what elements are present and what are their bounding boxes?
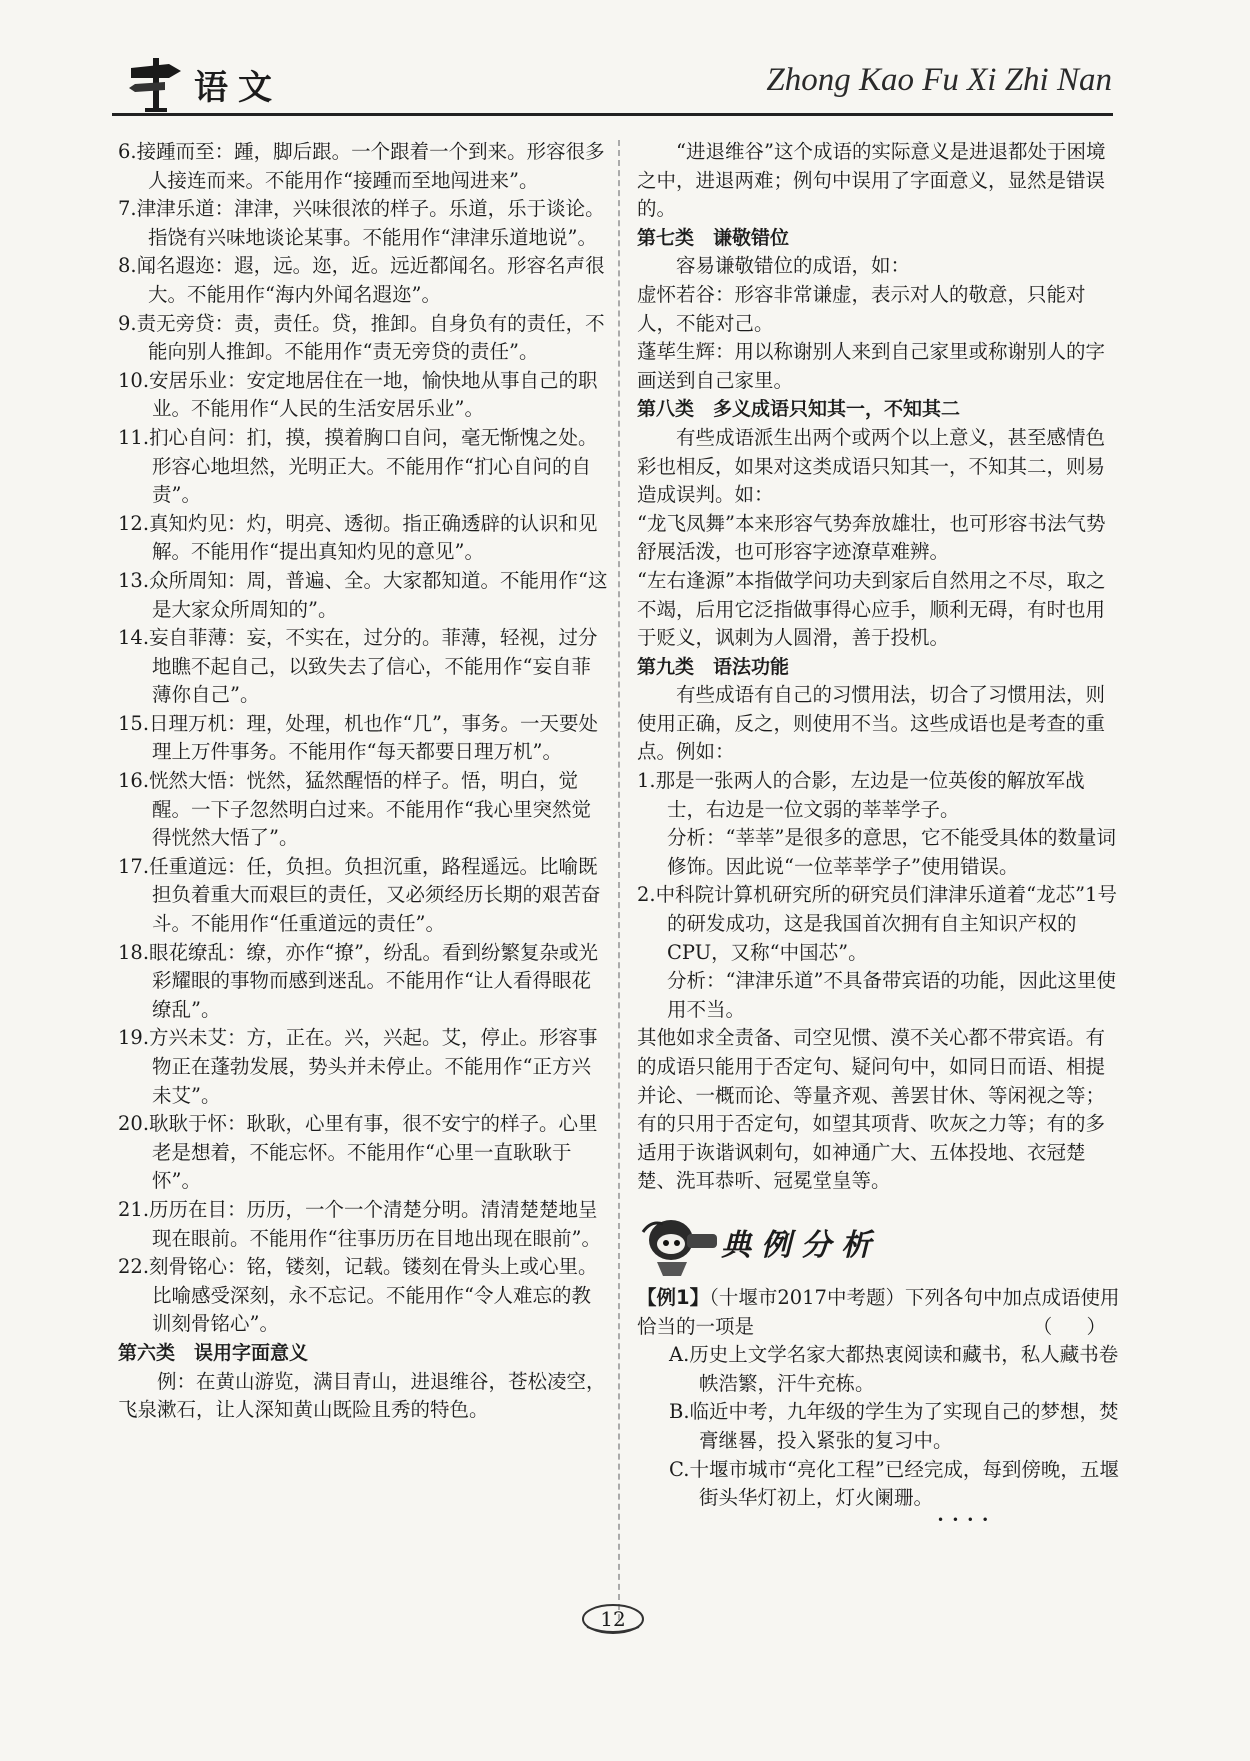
section-7-title: 第七类 谦敬错位 <box>637 226 790 249</box>
signpost-icon <box>127 54 187 112</box>
right-column <box>637 138 1120 1527</box>
section-9-title: 第九类 语法功能 <box>637 655 790 678</box>
banner-title: 典例分析 <box>721 1227 881 1263</box>
idiom-item-13: 13.众所周知：周，普遍、全。大家都知道。不能用作“这是大家众所周知的”。 <box>118 568 608 621</box>
section-9-example-2: 2.中科院计算机研究所的研究员们津津乐道着“龙芯”1号的研发成功，这是我国首次拥有自主知识产权的CPU，又称“中国芯”。 <box>637 883 1117 964</box>
idiom-item-20: 20.耿耿于怀：耿耿，心里有事，很不安宁的样子。心里老是想着，不能忘怀。不能用作“心里一直耿耿于怀”。 <box>118 1112 598 1193</box>
idiom-item-18: 18.眼花缭乱：缭，亦作“撩”，纷乱。看到纷繁复杂或光彩耀眼的事物而感到迷乱。不能用作“让人看得眼花缭乱”。 <box>118 940 598 1021</box>
idiom-item-14: 14.妄自菲薄：妄，不实在，过分的。菲薄，轻视，过分地瞧不起自己，以致失去了信心，不能用作“妄自菲薄你自己”。 <box>118 626 598 707</box>
example-1-option-b: B.临近中考，九年级的学生为了实现自己的梦想，焚膏继晷，投入紧张的复习中。 <box>669 1400 1119 1452</box>
idiom-item-8: 8.闻名遐迩：遐，远。迩，近。远近都闻名。形容名声很大。不能用作“海内外闻名遐迩”。 <box>118 254 605 306</box>
idiom-item-12: 12.真知灼见：灼，明亮、透彻。指正确透辟的认识和见解。不能用作“提出真知灼见的意见”。 <box>118 511 598 564</box>
example-1-option-c: C.十堰市城市“亮化工程”已经完成，每到傍晚，五堰街头华灯初上，灯火阑珊。 <box>669 1457 1119 1510</box>
idiom-item-22: 22.刻骨铭心：铭，镂刻，记载。镂刻在骨头上或心里。比喻感受深刻，永不忘记。不能用作“令人难忘的教训刻骨铭心”。 <box>118 1255 598 1336</box>
section-9-example-1: 1.那是一张两人的合影，左边是一位英俊的解放军战士，右边是一位文弱的莘莘学子。 <box>637 769 1085 821</box>
page-number: 12 <box>581 1603 645 1635</box>
emphasis-dots: • • • • <box>937 1512 991 1527</box>
section-9-more: 其他如求全责备、司空见惯、漠不关心都不带宾语。有的成语只能用于否定句、疑问句中，如同日而语、相提并论、一概而论、等量齐观、善罢甘休、等闲视之等；有的只用于否定句，如望其项背、吹灰之力等；有的多适用于诙谐讽刺句，如神通广大、五体投地、衣冠楚楚、洗耳恭听、冠冕堂皇等。 <box>637 1026 1106 1193</box>
book-title-pinyin: Zhong Kao Fu Xi Zhi Nan <box>766 62 1112 98</box>
section-8-item-1: “龙飞凤舞”本来形容气势奔放雄壮，也可形容书法气势舒展活泼，也可形容字迹潦草难辨。 <box>637 511 1106 564</box>
subject-title: 语文 <box>194 68 282 108</box>
idiom-item-17: 17.任重道远：任，负担。负担沉重，路程遥远。比喻既担负着重大而艰巨的责任，又必须经历长期的艰苦奋斗。不能用作“任重道远的责任”。 <box>118 854 601 936</box>
section-8-title: 第八类 多义成语只知其一，不知其二 <box>637 398 961 421</box>
idiom-item-10: 10.安居乐业：安定地居住在一地，愉快地从事自己的职业。不能用作“人民的生活安居乐业”。 <box>118 368 598 421</box>
header-rule <box>112 113 1113 116</box>
left-column <box>118 138 610 1425</box>
idiom-item-15: 15.日理万机：理，处理，机也作“几”，事务。一天要处理上万件事务。不能用作“每天都要日理万机”。 <box>118 711 598 764</box>
idiom-item-16: 16.恍然大悟：恍然，猛然醒悟的样子。悟，明白，觉醒。一下子忽然明白过来。不能用作“我心里突然觉得恍然大悟了”。 <box>118 769 591 850</box>
section-7-item-1: 虚怀若谷：形容非常谦虚，表示对人的敬意，只能对人，不能对己。 <box>637 282 1086 335</box>
section-8-intro: 有些成语派生出两个或两个以上意义，甚至感情色彩也相反，如果对这类成语只知其一，不知其二，则易造成误判。如： <box>637 425 1106 507</box>
section-8-item-2: “左右逢源”本指做学问功夫到家后自然用之不尽，取之不竭，后用它泛指做事得心应手，顺利无碍，有时也用于贬义，讽刺为人圆滑，善于投机。 <box>637 568 1106 650</box>
column-divider <box>618 140 620 1620</box>
page-header <box>112 48 1112 114</box>
section-9-analysis-2: 分析：“津津乐道”不具备带宾语的功能，因此这里使用不当。 <box>667 969 1116 1021</box>
example-1-question: 【例1】（十堰市2017中考题）下列各句中加点成语使用恰当的一项是 （ ） <box>637 1284 1120 1341</box>
section-9-intro: 有些成语有自己的习惯用法，切合了习惯用法，则使用正确，反之，则使用不当。这些成语也是考查的重点。例如： <box>637 683 1106 764</box>
example-1-option-a: A.历史上文学名家大都热衷阅读和藏书，私人藏书卷帙浩繁，汗牛充栋。 <box>669 1343 1119 1395</box>
idiom-item-19: 19.方兴未艾：方，正在。兴，兴起。艾，停止。形容事物正在蓬勃发展，势头并未停止。不能用作“正方兴未艾”。 <box>118 1026 598 1107</box>
example-1-label: 【例1】 <box>637 1285 710 1309</box>
idiom-item-7: 7.津津乐道：津津，兴味很浓的样子。乐道，乐于谈论。指饶有兴味地谈论某事。不能用作“津津乐道地说”。 <box>118 197 605 249</box>
mascot-icon <box>637 1210 727 1280</box>
idiom-item-6: 6.接踵而至：踵，脚后跟。一个跟着一个到来。形容很多人接连而来。不能用作“接踵而至地闯进来”。 <box>118 140 605 192</box>
example-analysis-banner <box>637 1210 1120 1280</box>
answer-blank: （ ） <box>1032 1314 1120 1338</box>
section-6-explanation: “进退维谷”这个成语的实际意义是进退都处于困境之中，进退两难；例句中误用了字面意义，显然是错误的。 <box>637 140 1106 221</box>
section-9-analysis-1: 分析：“莘莘”是很多的意思，它不能受具体的数量词修饰。因此说“一位莘莘学子”使用错误。 <box>667 826 1116 878</box>
idiom-item-9: 9.责无旁贷：责，责任。贷，推卸。自身负有的责任，不能向别人推卸。不能用作“责无旁贷的责任”。 <box>118 311 605 364</box>
idiom-item-21: 21.历历在目：历历，一个一个清楚分明。清清楚楚地呈现在眼前。不能用作“往事历历在目地出现在眼前”。 <box>118 1197 601 1250</box>
section-7-item-2: 蓬荜生辉：用以称谢别人来到自己家里或称谢别人的字画送到自己家里。 <box>637 340 1106 392</box>
idiom-item-11: 11.扪心自问：扪，摸，摸着胸口自问，毫无惭愧之处。形容心地坦然，光明正大。不能用作“扪心自问的自责”。 <box>118 425 598 507</box>
section-7-intro: 容易谦敬错位的成语，如： <box>676 254 911 278</box>
section-6-example: 例：在黄山游览，满目青山，进退维谷，苍松凌空，飞泉漱石，让人深知黄山既险且秀的特色。 <box>118 1369 606 1422</box>
section-6-title: 第六类 误用字面意义 <box>118 1341 309 1364</box>
